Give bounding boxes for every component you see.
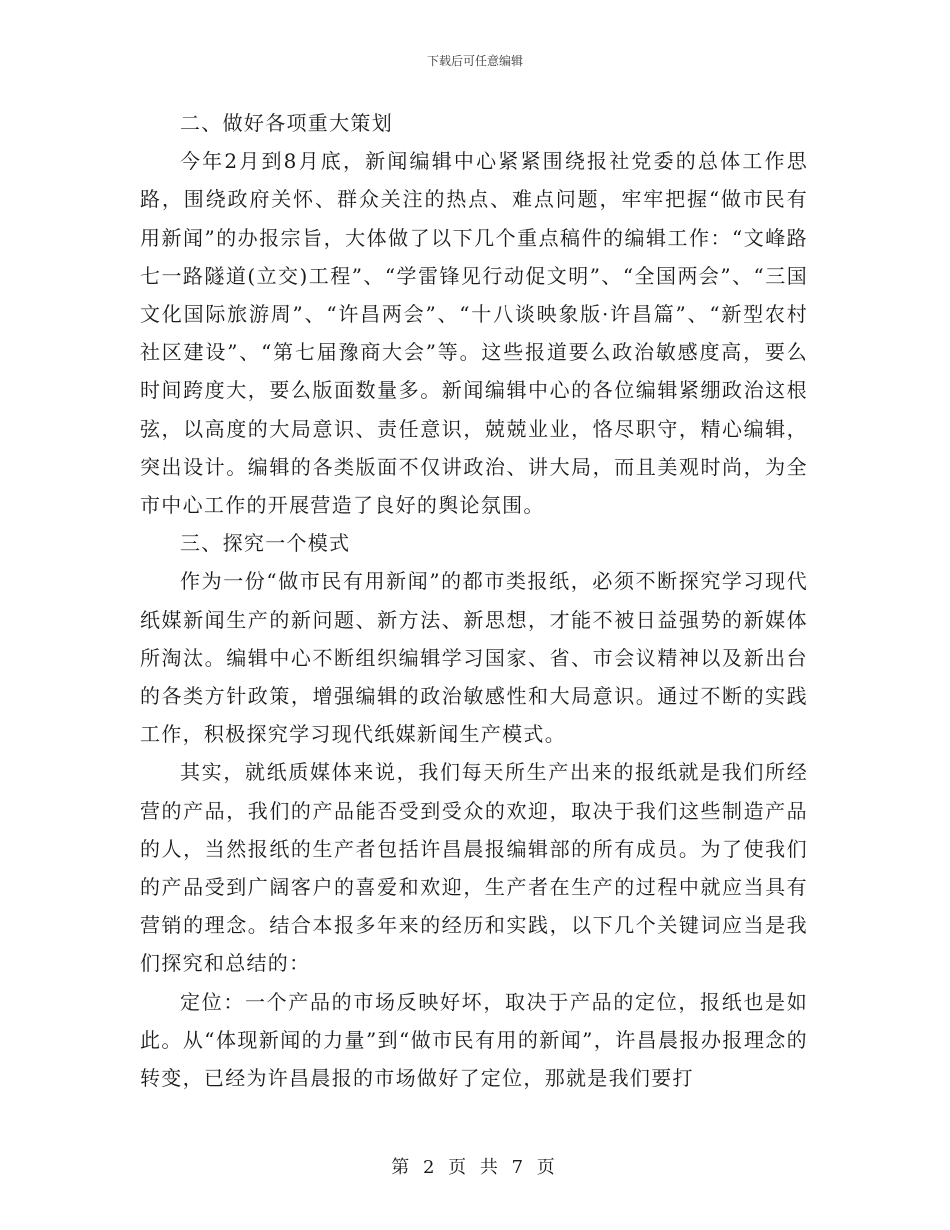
body-paragraph: 今年2月到8月底，新闻编辑中心紧紧围绕报社党委的总体工作思路，围绕政府关怀、群众关注的热点、难点问题，牢牢把握“做市民有用新闻”的办报宗旨，大体做了以下几个重点稿件的编辑工作：“文峰路七一路隧道(立交)工程”、“学雷锋见行动促文明”、“全国两会”、“三国文化国际旅游周”、“许昌两会”、“十八谈映象版·许昌篇”、“新型农村社区建设”、“第七届豫商大会”等。这些报道要么政治敏感度高，要么时间跨度大，要么版面数量多。新闻编辑中心的各位编辑紧绷政治这根弦，以高度的大局意识、责任意识，兢兢业业，恪尽职守，精心编辑，突出设计。编辑的各类版面不仅讲政治、讲大局，而且美观时尚，为全市中心工作的开展营造了良好的舆论氛围。	[140, 149, 808, 518]
section-heading: 三、探究一个模式	[180, 531, 351, 556]
document-body	[140, 104, 808, 1097]
section-heading: 二、做好各项重大策划	[180, 111, 393, 135]
page-number-footer: 第 2 页 共 7 页	[391, 1157, 559, 1178]
page-header: 下载后可任意编辑	[426, 54, 523, 68]
body-paragraph: 作为一份“做市民有用新闻”的都市类报纸，必须不断探究学习现代纸媒新闻生产的新问题、新方法、新思想，才能不被日益强势的新媒体所淘汰。编辑中心不断组织编辑学习国家、省、市会议精神以及新出台的各类方针政策，增强编辑的政治敏感性和大局意识。通过不断的实践工作，积极探究学习现代纸媒新闻生产模式。	[140, 569, 808, 747]
body-paragraph: 定位：一个产品的市场反映好坏，取决于产品的定位，报纸也是如此。从“体现新闻的力量”到“做市民有用的新闻”，许昌晨报办报理念的转变，已经为许昌晨报的市场做好了定位，那就是我们要打	[140, 989, 808, 1091]
body-paragraph: 其实，就纸质媒体来说，我们每天所生产出来的报纸就是我们所经营的产品，我们的产品能否受到受众的欢迎，取决于我们这些制造产品的人，当然报纸的生产者包括许昌晨报编辑部的所有成员。为了使我们的产品受到广阔客户的喜爱和欢迎，生产者在生产的过程中就应当具有营销的理念。结合本报多年来的经历和实践，以下几个关键词应当是我们探究和总结的：	[140, 760, 808, 976]
